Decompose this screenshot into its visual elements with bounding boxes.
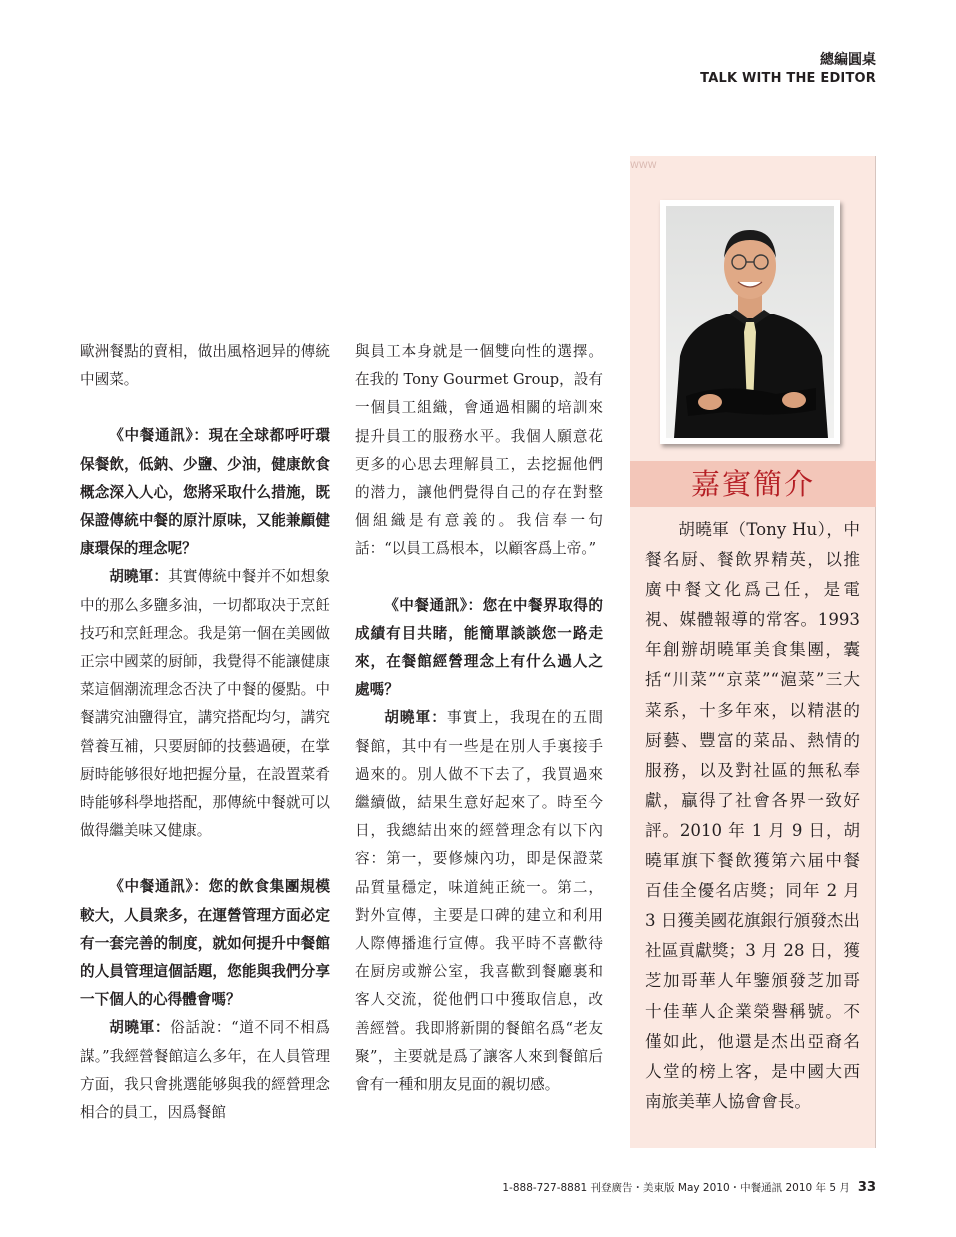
speaker-name: 胡曉軍： — [109, 568, 169, 586]
interview-answer — [80, 563, 330, 845]
article-column-2 — [355, 338, 603, 1099]
watermark-text: WWW — [630, 161, 657, 171]
answer-text: 事實上，我現在的五間餐館，其中有一些是在別人手裏接手過來的。別人做不下去了，我買過來繼續做，結果生意好起來了。時至今日，我總結出來的經營理念有以下內容：第一，要修煉內功，即是保證菜品質量穩定，味道純正統一。第二，對外宣傳，主要是口碑的建立和利用人際傳播進行宣傳。我平時不喜歡待在厨房或辦公室，我喜歡到餐廳裏和客人交流，從他們口中獲取信息，改善經營。我即將新開的餐館名爲“老友聚”，主要就是爲了讓客人來到餐館后會有一種和朋友見面的親切感。 — [355, 709, 603, 1094]
portrait-illustration — [666, 206, 834, 438]
answer-text: 俗話說：“道不同不相爲謀。”我經營餐館這么多年，在人員管理方面，我只會挑選能够與我的經營理念相合的員工，因爲餐館 — [80, 1019, 330, 1122]
paragraph: 歐洲餐點的賣相，做出風格迥异的傳統中國菜。 — [80, 343, 330, 389]
interview-question: 《中餐通訊》：您的飲食集團規模較大，人員衆多，在運營管理方面必定有一套完善的制度，就如何提升中餐館的人員管理這個話題，您能與我們分享一下個人的心得體會嗎？ — [80, 878, 330, 1009]
page-number: 33 — [857, 1180, 876, 1195]
section-title-cn: 總編圓桌 — [820, 52, 876, 68]
speaker-name: 胡曉軍： — [384, 709, 448, 727]
interview-question: 《中餐通訊》：現在全球都呼吁環保餐飲，低鈉、少鹽、少油，健康飲食概念深入人心，您將采取什么措施，既保證傳統中餐的原汁原味，又能兼顧健康環保的理念呢？ — [80, 427, 330, 558]
profile-title: 嘉賓簡介 — [690, 467, 815, 501]
page-footer — [502, 1180, 876, 1195]
footer-text: 1-888-727-8881 刊登廣告・美東版 May 2010・中餐通訊 2010 年 5 月 — [502, 1182, 850, 1194]
guest-photo — [666, 206, 834, 438]
guest-bio — [645, 515, 860, 1117]
speaker-name: 胡曉軍： — [109, 1019, 171, 1037]
answer-text: 其實傳統中餐并不如想象中的那么多鹽多油，一切都取决于烹飪技巧和烹飪理念。我是第一個在美國做正宗中國菜的厨師，我覺得不能讓健康菜這個潮流理念否決了中餐的優點。中餐講究油鹽得宜，講究搭配均匀，講究營養互補，只要厨師的技藝過硬，在掌厨時能够很好地把握分量，在設置菜肴時能够科學地搭配，那傳統中餐就可以做得繼美味又健康。 — [80, 568, 330, 840]
section-title-en: TALK WITH THE EDITOR — [700, 71, 876, 86]
article-column-1 — [80, 338, 330, 1127]
interview-question: 《中餐通訊》：您在中餐界取得的成績有目共睹，能簡單談談您一路走來，在餐館經營理念上有什么過人之處嗎？ — [355, 596, 603, 699]
bio-text: 胡曉軍（Tony Hu），中餐名厨、餐飲界精英，以推廣中餐文化爲己任，是電視、媒體報導的常客。1993 年創辦胡曉軍美食集團，囊括“川菜”“京菜”“滬菜”三大菜系，十多年來，以精湛的厨藝、豐富的菜品、熱情的服務，以及對社區的無私奉獻，贏得了社會各界一致好評。2010 年 1 月 9 日，胡曉軍旗下餐飲獲第六届中餐百佳全優名店獎；同年 2 月 3 日獲美國花旗銀行頒發杰出社區貢獻獎；3 月 28 日，獲芝加哥華人年鑒頒發芝加哥十佳華人企業榮譽稱號。不僅如此，他還是杰出亞裔名人堂的榜上客，是中國大西南旅美華人協會會長。 — [645, 520, 860, 1111]
section-header — [700, 50, 876, 88]
interview-answer — [80, 1014, 330, 1127]
interview-answer — [355, 704, 603, 1099]
paragraph: 與員工本身就是一個雙向性的選擇。在我的 Tony Gourmet Group，設有一個員工組織，會通過相關的培訓來提升員工的服務水平。我個人願意花更多的心思去理解員工，去挖掘他們的潜力，讓他們覺得自己的存在對整個組織是有意義的。我信奉一句話：“以員工爲根本，以顧客爲上帝。” — [355, 343, 603, 558]
guest-photo-frame — [660, 200, 840, 444]
